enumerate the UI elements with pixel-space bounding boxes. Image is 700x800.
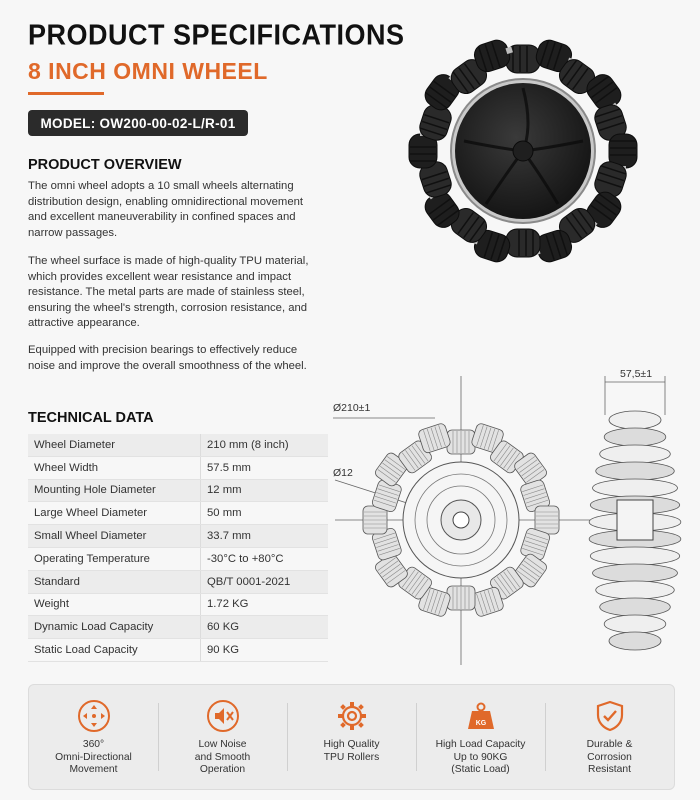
feature-low-noise xyxy=(158,685,287,789)
spec-label: Small Wheel Diameter xyxy=(28,525,201,548)
width-dimension: 57,5±1 xyxy=(620,368,653,380)
table-row xyxy=(28,547,328,570)
feature-strip xyxy=(28,684,675,790)
spec-value: QB/T 0001-2021 xyxy=(201,570,329,593)
table-row xyxy=(28,639,328,662)
spec-value: 1.72 KG xyxy=(201,593,329,616)
spec-value: 33.7 mm xyxy=(201,525,329,548)
speaker-mute-icon xyxy=(206,699,240,733)
spec-label: Wheel Width xyxy=(28,456,201,479)
feature-line: and Smooth xyxy=(194,751,251,763)
diameter-dimension: Ø210±1 xyxy=(333,402,371,414)
overview-paragraph: The omni wheel adopts a 10 small wheels alternating distribution design, enabling omnidirectional movement and excellent maneuverability in confined spaces and narrow passages. xyxy=(28,180,304,239)
feature-line: Corrosion xyxy=(587,751,632,763)
omni-wheel-photo xyxy=(398,26,648,276)
feature-omnidirectional xyxy=(29,685,158,789)
table-row xyxy=(28,434,328,456)
feature-line: Resistant xyxy=(588,764,631,775)
feature-line: Movement xyxy=(69,764,118,775)
feature-durable xyxy=(545,685,674,789)
technical-data-table xyxy=(28,434,328,662)
spec-label: Operating Temperature xyxy=(28,547,201,570)
feature-line: Operation xyxy=(199,764,246,775)
table-row xyxy=(28,570,328,593)
spec-label: Wheel Diameter xyxy=(28,434,201,456)
omnidirectional-arrows-icon xyxy=(77,699,111,733)
table-row xyxy=(28,456,328,479)
spec-label: Mounting Hole Diameter xyxy=(28,479,201,502)
feature-line: High Quality xyxy=(323,739,380,750)
spec-value: 12 mm xyxy=(201,479,329,502)
feature-line: (Static Load) xyxy=(451,764,510,775)
spec-label: Standard xyxy=(28,570,201,593)
table-row xyxy=(28,479,328,502)
title-underline xyxy=(28,92,104,95)
feature-line: 360° xyxy=(82,739,105,750)
feature-line: Durable & xyxy=(586,739,633,750)
page-title: PRODUCT SPECIFICATIONS xyxy=(28,19,405,51)
spec-label: Weight xyxy=(28,593,201,616)
overview-paragraph: Equipped with precision bearings to effectively reduce noise and improve the overall smoothness of the wheel. xyxy=(28,344,307,372)
spec-value: 210 mm (8 inch) xyxy=(201,434,329,456)
overview-heading: PRODUCT OVERVIEW xyxy=(28,157,182,173)
table-row xyxy=(28,525,328,548)
technical-drawing xyxy=(315,370,700,670)
table-row xyxy=(28,616,328,639)
feature-line: Up to 90KG xyxy=(453,751,508,763)
spec-label: Dynamic Load Capacity xyxy=(28,616,201,639)
feature-line: Omni-Directional xyxy=(55,751,132,763)
table-row xyxy=(28,502,328,525)
feature-tpu-rollers xyxy=(287,685,416,789)
spec-value: 50 mm xyxy=(201,502,329,525)
overview-paragraph: The wheel surface is made of high-quality TPU material, which provides excellent wear resistance and impact resistance. The metal parts are made of stainless steel, ensuring the wheel's strength, corrosion resistance, and attractive appearance. xyxy=(28,255,309,330)
gear-icon xyxy=(335,699,369,733)
shield-check-icon xyxy=(593,699,627,733)
spec-value: -30°C to +80°C xyxy=(201,547,329,570)
spec-label: Large Wheel Diameter xyxy=(28,502,201,525)
spec-label: Static Load Capacity xyxy=(28,639,201,662)
spec-value: 57.5 mm xyxy=(201,456,329,479)
table-row xyxy=(28,593,328,616)
svg-text:KG: KG xyxy=(475,720,486,727)
feature-load-capacity xyxy=(416,685,545,789)
product-subtitle: 8 INCH OMNI WHEEL xyxy=(28,58,268,84)
spec-value: 60 KG xyxy=(201,616,329,639)
spec-value: 90 KG xyxy=(201,639,329,662)
weight-icon xyxy=(464,699,498,733)
feature-line: Low Noise xyxy=(198,739,247,750)
hole-dimension: Ø12 xyxy=(333,467,353,479)
technical-heading: TECHNICAL DATA xyxy=(28,410,154,426)
feature-line: High Load Capacity xyxy=(435,739,526,750)
feature-line: TPU Rollers xyxy=(323,751,380,763)
model-badge: MODEL: OW200-00-02-L/R-01 xyxy=(28,110,248,136)
